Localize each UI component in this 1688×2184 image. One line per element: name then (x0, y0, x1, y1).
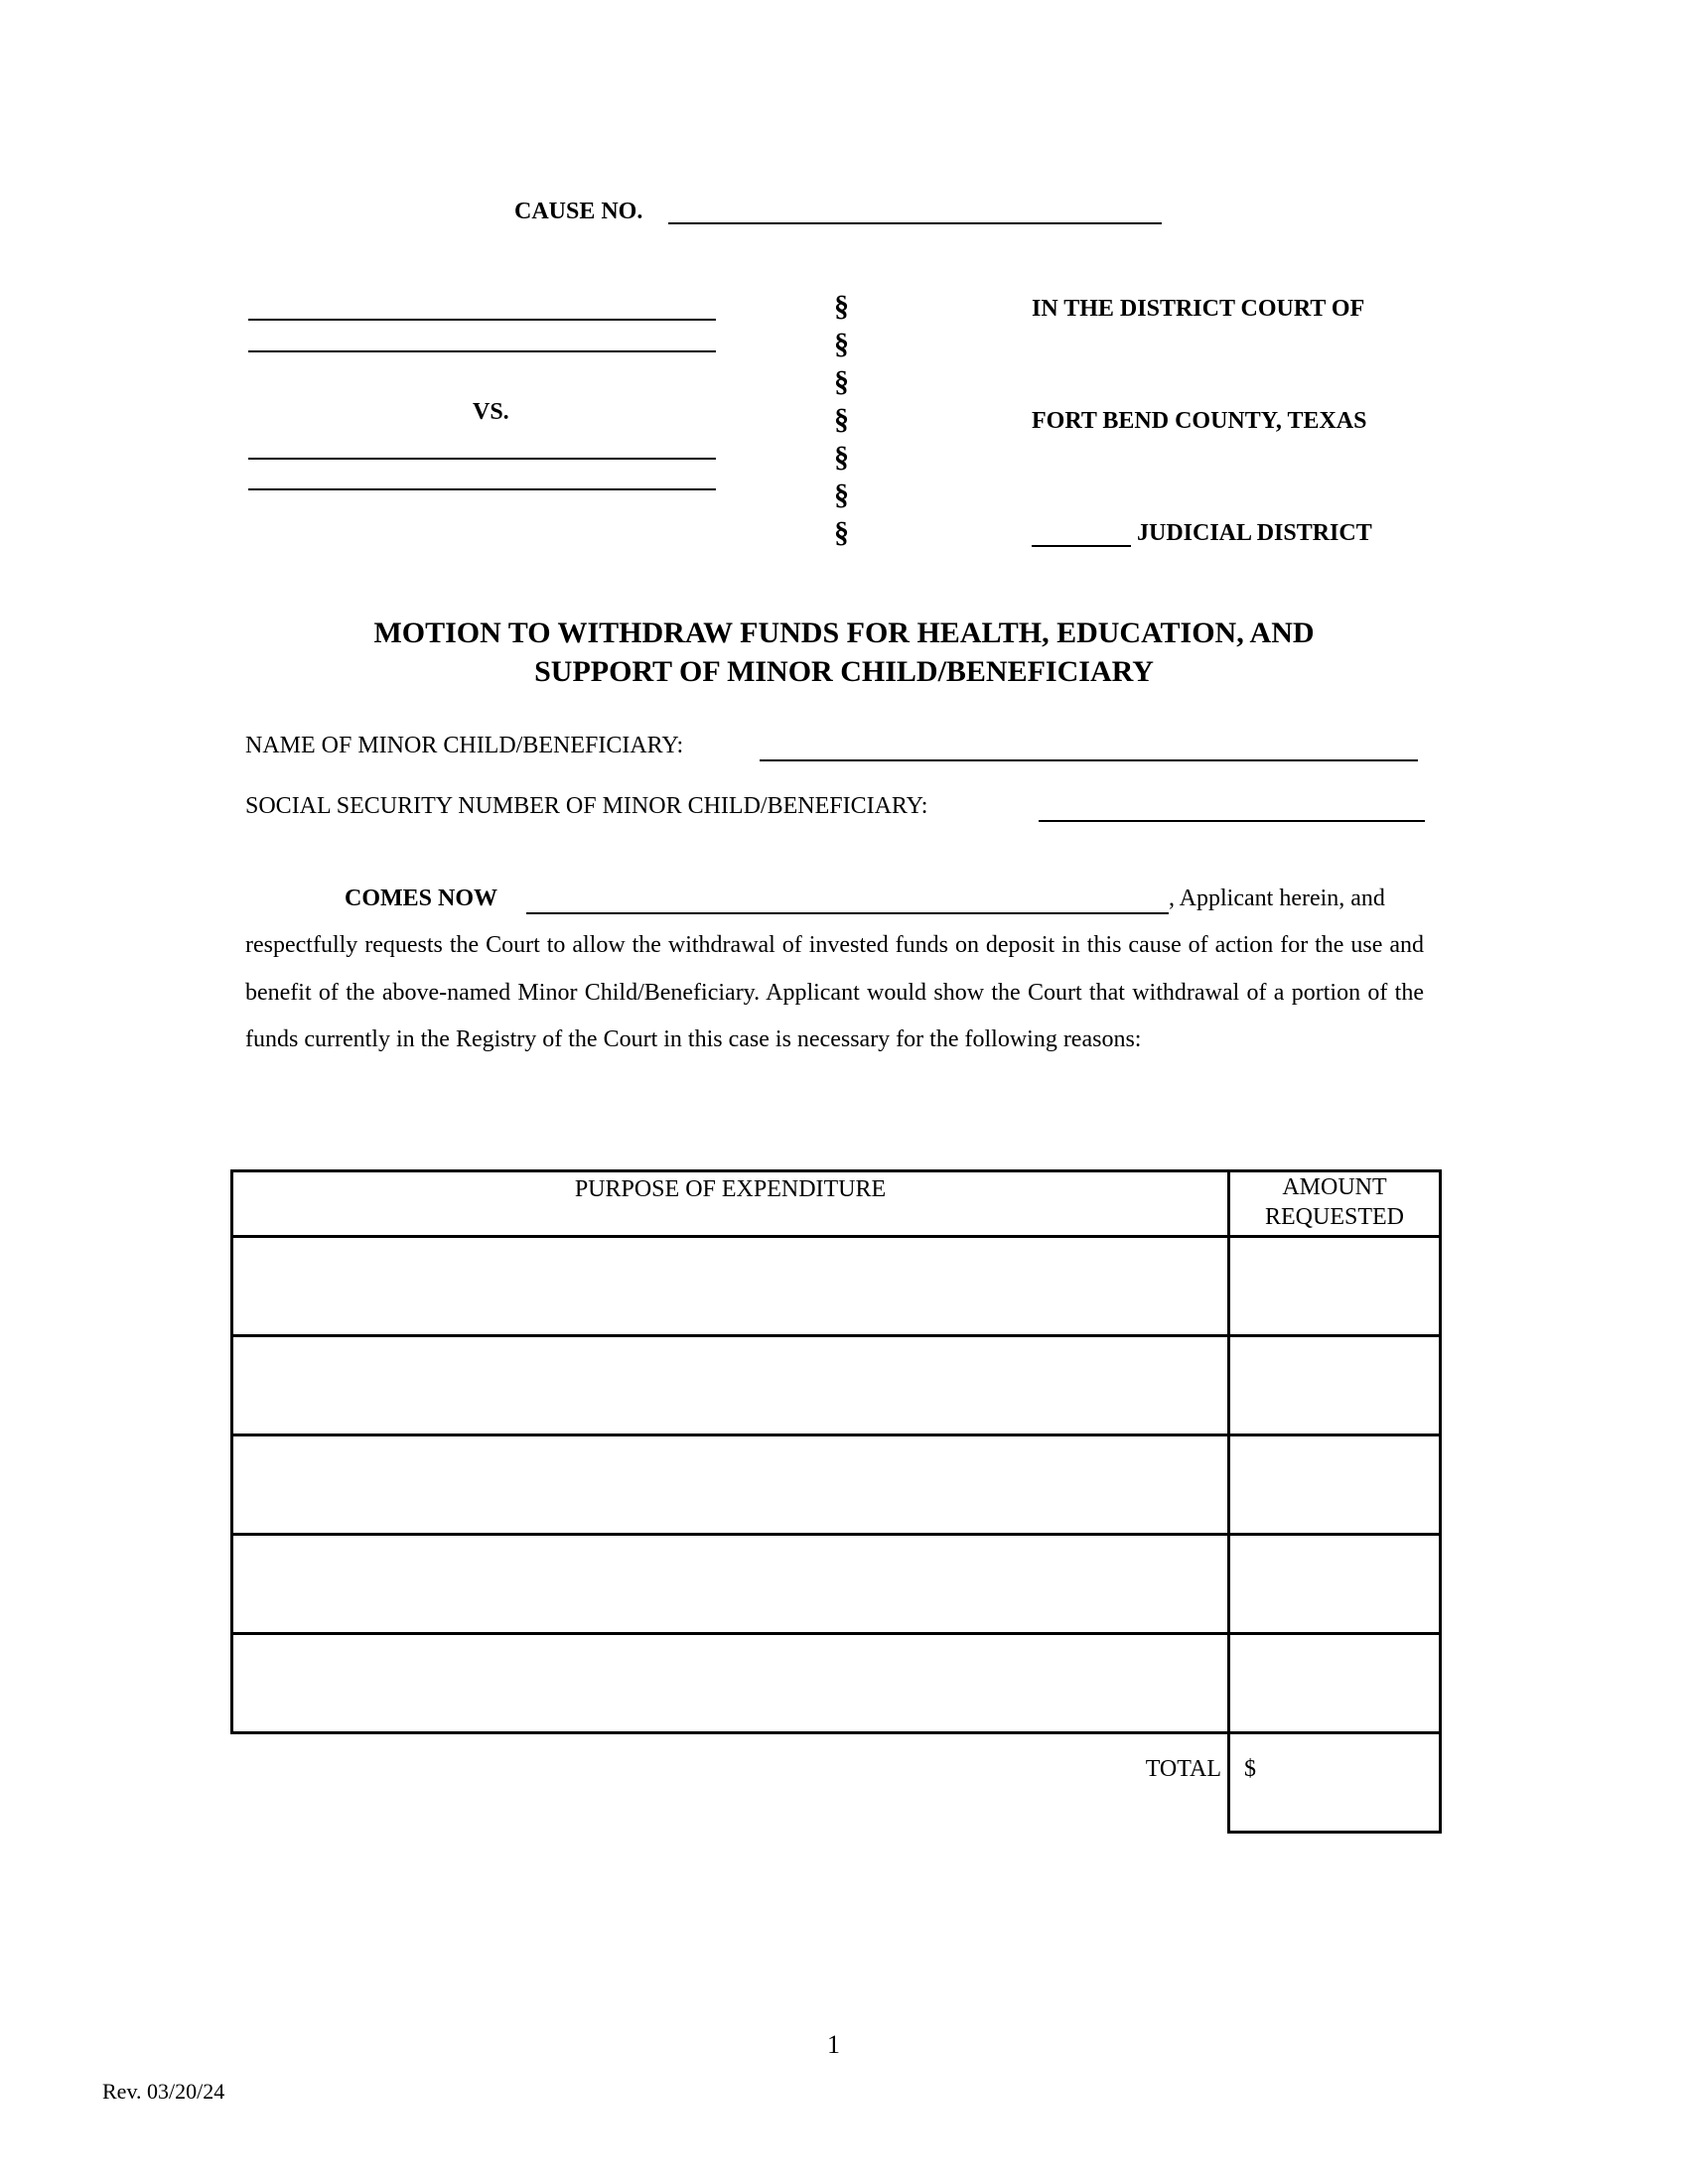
amount-header-line-1: AMOUNT (1282, 1174, 1387, 1200)
currency-symbol: $ (1244, 1756, 1256, 1782)
judicial-district-number-field[interactable] (1032, 545, 1131, 547)
cause-number-label: CAUSE NO. (514, 199, 643, 224)
ssn-label: SOCIAL SECURITY NUMBER OF MINOR CHILD/BENEFICIARY: (245, 793, 928, 819)
court-line-1: IN THE DISTRICT COURT OF (1032, 296, 1365, 322)
amount-header-line-2: REQUESTED (1265, 1204, 1404, 1230)
defendant-line-1[interactable] (248, 458, 716, 460)
table-row (232, 1237, 1441, 1336)
section-symbol: § (834, 516, 849, 549)
amount-cell[interactable] (1229, 1336, 1441, 1435)
table-row (232, 1634, 1441, 1733)
total-label: TOTAL (1145, 1756, 1221, 1782)
purpose-cell[interactable] (232, 1237, 1229, 1336)
applicant-name-field[interactable] (526, 912, 1169, 914)
amount-header (1229, 1171, 1441, 1237)
plaintiff-line-2[interactable] (248, 350, 716, 352)
purpose-cell[interactable] (232, 1634, 1229, 1733)
total-label-cell (232, 1733, 1229, 1833)
total-row (232, 1733, 1441, 1833)
section-symbol: § (834, 365, 849, 398)
purpose-header (232, 1171, 1229, 1237)
purpose-header-label: PURPOSE OF EXPENDITURE (574, 1176, 887, 1202)
section-symbol: § (834, 328, 849, 360)
amount-cell[interactable] (1229, 1237, 1441, 1336)
expenditure-table (230, 1169, 1442, 1834)
cause-number-field[interactable] (668, 222, 1162, 224)
table-row (232, 1435, 1441, 1535)
document-title-line-2: SUPPORT OF MINOR CHILD/BENEFICIARY (534, 655, 1154, 688)
defendant-line-2[interactable] (248, 488, 716, 490)
table-row (232, 1336, 1441, 1435)
purpose-cell[interactable] (232, 1535, 1229, 1634)
plaintiff-line-1[interactable] (248, 319, 716, 321)
applicant-herein-text: , Applicant herein, and (1169, 886, 1385, 911)
section-symbol: § (834, 478, 849, 511)
page-number: 1 (827, 2030, 840, 2059)
court-line-3: JUDICIAL DISTRICT (1137, 520, 1372, 546)
ssn-field[interactable] (1039, 820, 1425, 822)
section-symbol: § (834, 441, 849, 474)
total-amount-cell[interactable] (1229, 1733, 1441, 1833)
amount-cell[interactable] (1229, 1435, 1441, 1535)
minor-name-field[interactable] (760, 759, 1418, 761)
section-symbol: § (834, 290, 849, 323)
comes-now-label: COMES NOW (345, 886, 498, 911)
court-line-2: FORT BEND COUNTY, TEXAS (1032, 408, 1367, 434)
minor-name-label: NAME OF MINOR CHILD/BENEFICIARY: (245, 733, 684, 758)
table-row (232, 1535, 1441, 1634)
purpose-cell[interactable] (232, 1336, 1229, 1435)
purpose-cell[interactable] (232, 1435, 1229, 1535)
amount-cell[interactable] (1229, 1634, 1441, 1733)
section-symbol: § (834, 403, 849, 436)
vs-label: VS. (473, 399, 509, 425)
revision-date: Rev. 03/20/24 (102, 2079, 225, 2104)
motion-body-text: respectfully requests the Court to allow the withdrawal of invested funds on deposit in this cause of action for the use and benefit of the above-named Minor Child/Beneficiary. Applicant would show the Court that withdrawal of a portion of the funds currently in the Registry of the Court in this case is necessary for the following reasons: (245, 932, 1424, 1052)
document-title-line-1: MOTION TO WITHDRAW FUNDS FOR HEALTH, EDUCATION, AND (373, 616, 1315, 649)
amount-cell[interactable] (1229, 1535, 1441, 1634)
